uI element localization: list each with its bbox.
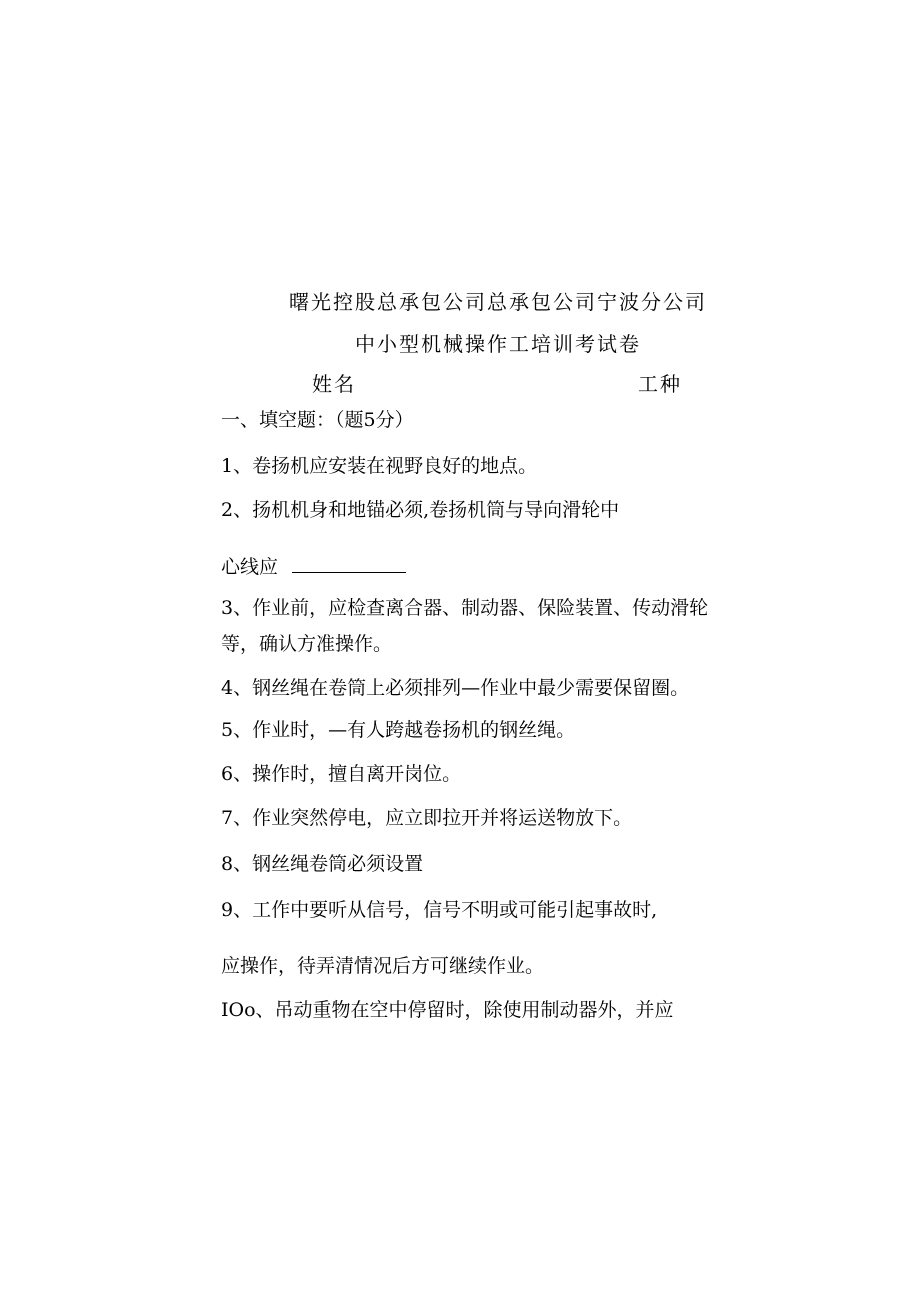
question-3: 3、作业前，应检查离合器、制动器、保险装置、传动滑轮 [221, 597, 709, 619]
exam-title: 中小型机械操作工培训考试卷 [355, 332, 641, 356]
question-9-continued: 应操作，待弄清情况后方可继续作业。 [221, 955, 545, 977]
question-7: 7、作业突然停电，应立即拉开并将运送物放下。 [221, 807, 633, 829]
question-4: 4、钢丝绳在卷筒上必须排列—作业中最少需要保留圈。 [221, 677, 690, 699]
section-heading: 一、填空题：（题5分） [221, 409, 414, 431]
question-2-continued [221, 554, 406, 579]
question-3-continued: 等，确认方准操作。 [221, 633, 393, 655]
answer-blank[interactable] [292, 554, 406, 573]
name-label: 姓名 [312, 372, 356, 396]
job-type-label: 工种 [638, 372, 682, 396]
question-10: IOo、吊动重物在空中停留时，除使用制动器外，并应 [221, 999, 674, 1021]
question-8: 8、钢丝绳卷筒必须设置 [221, 853, 424, 875]
question-6: 6、操作时，擅自离开岗位。 [221, 763, 462, 785]
question-1: 1、卷扬机应安装在视野良好的地点。 [221, 455, 538, 477]
question-2: 2、扬机机身和地锚必须,卷扬机筒与导向滑轮中 [221, 499, 620, 521]
question-5: 5、作业时，—有人跨越卷扬机的钢丝绳。 [221, 719, 576, 741]
question-2-continued-text: 心线应 [221, 556, 279, 578]
question-9: 9、工作中要听从信号，信号不明或可能引起事故时, [221, 899, 658, 921]
company-title: 曙光控股总承包公司总承包公司宁波分公司 [289, 290, 707, 314]
